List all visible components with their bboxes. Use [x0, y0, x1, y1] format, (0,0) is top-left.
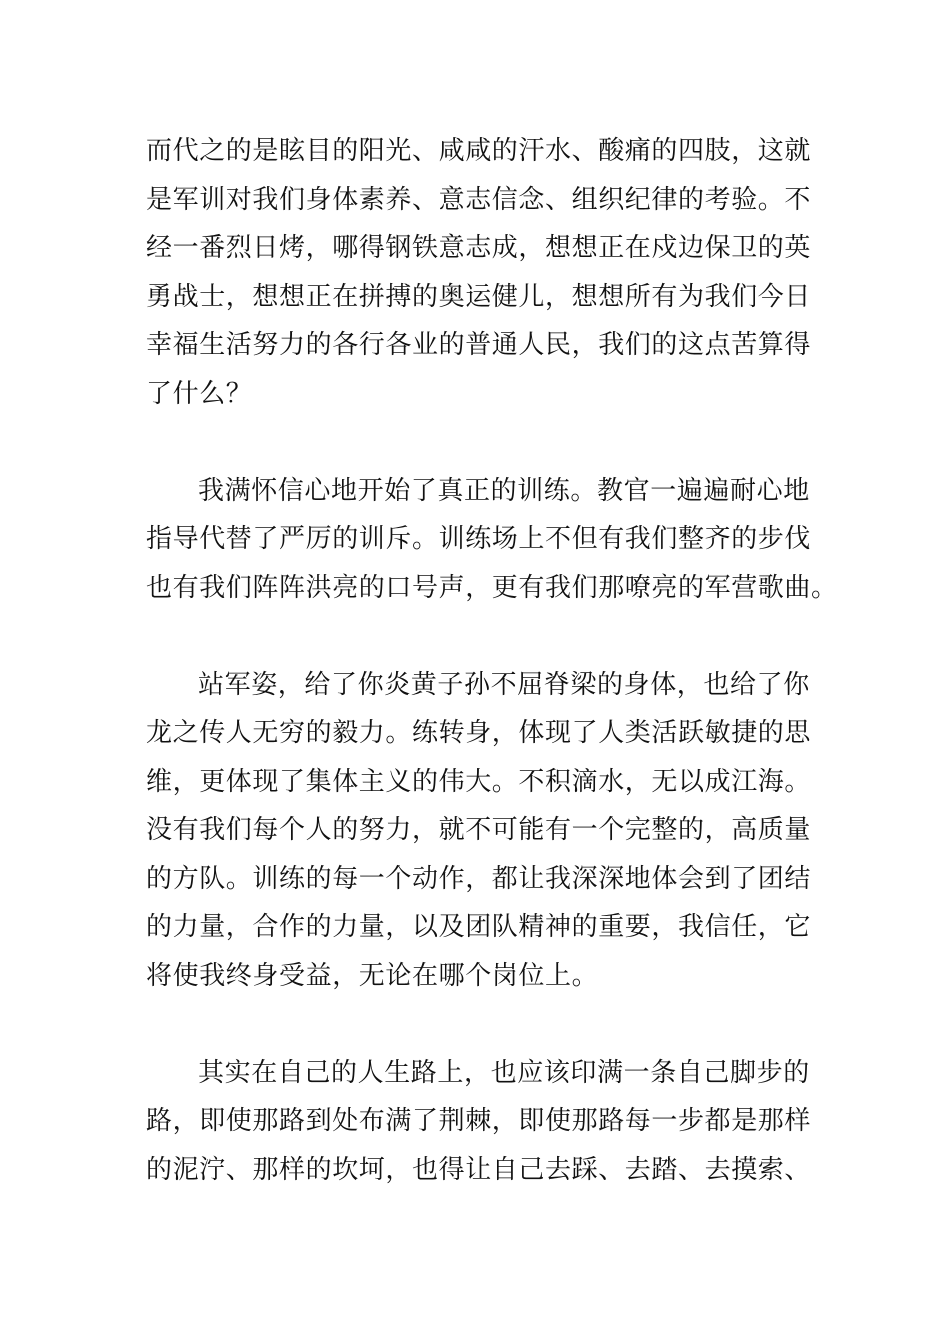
text-line: 幸福生活努力的各行各业的普通人民，我们的这点苦算得	[146, 330, 812, 360]
text-line: 没有我们每个人的努力，就不可能有一个完整的，高质量	[146, 815, 812, 845]
paragraph-gap	[146, 612, 806, 661]
paragraph-2	[146, 467, 838, 613]
text-line: 了什么？	[146, 378, 253, 409]
paragraph-gap	[146, 1000, 806, 1049]
text-line: 的泥泞、那样的坎坷，也得让自己去踩、去踏、去摸索、	[146, 1154, 812, 1185]
text-line: 维，更体现了集体主义的伟大。不积滴水，无以成江海。	[146, 766, 812, 797]
text-line: 的方队。训练的每一个动作，都让我深深地体会到了团结	[146, 863, 812, 894]
text-line: 其实在自己的人生路上，也应该印满一条自己脚步的	[198, 1057, 810, 1088]
paragraph-3	[146, 661, 812, 1001]
text-line: 的力量，合作的力量，以及团队精神的重要，我信任，它	[146, 912, 812, 942]
text-line: 我满怀信心地开始了真正的训练。教官一遍遍耐心地	[198, 475, 810, 506]
text-line: 勇战士，想想正在拼搏的奥运健儿，想想所有为我们今日	[146, 281, 812, 312]
text-line: 将使我终身受益，无论在哪个岗位上。	[146, 960, 599, 991]
paragraph-4	[146, 1049, 812, 1195]
text-line: 路，即使那路到处布满了荆棘，即使那路每一步都是那样	[146, 1106, 812, 1136]
paragraph-gap	[146, 418, 806, 467]
text-line: 站军姿，给了你炎黄子孙不屈脊梁的身体，也给了你	[198, 669, 810, 700]
text-line: 龙之传人无穷的毅力。练转身，体现了人类活跃敏捷的思	[146, 718, 812, 748]
document-page	[146, 127, 838, 1194]
text-line: 是军训对我们身体素养、意志信念、组织纪律的考验。不	[146, 184, 812, 215]
text-line: 经一番烈日烤，哪得钢铁意志成，想想正在戍边保卫的英	[146, 233, 812, 263]
text-line: 也有我们阵阵洪亮的口号声，更有我们那嘹亮的军营歌曲。	[146, 572, 838, 603]
text-line: 而代之的是眩目的阳光、咸咸的汗水、酸痛的四肢，这就	[146, 136, 812, 166]
paragraph-1	[146, 127, 812, 418]
text-line: 指导代替了严厉的训斥。训练场上不但有我们整齐的步伐	[146, 524, 812, 554]
